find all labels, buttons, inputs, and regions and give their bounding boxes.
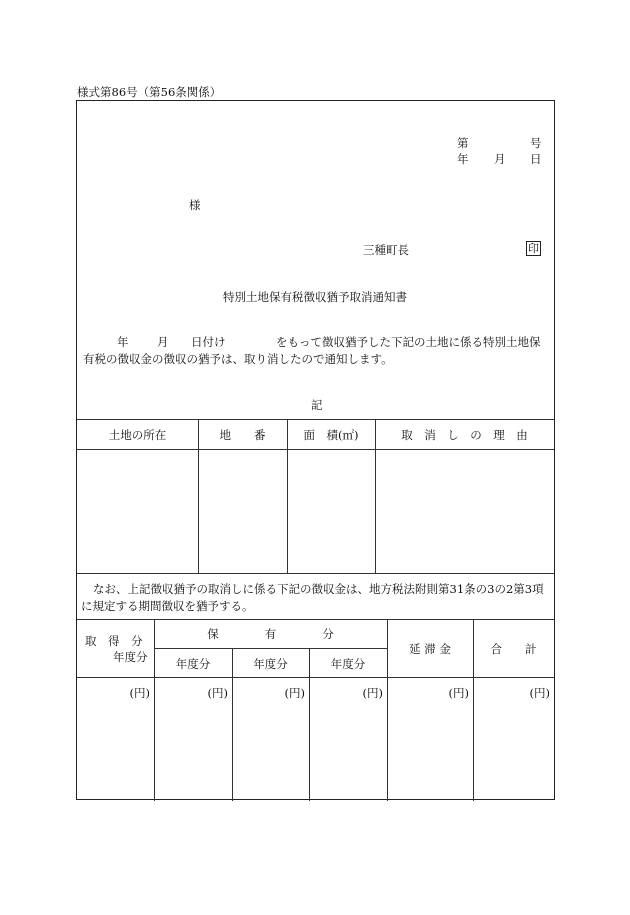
header-lot-number: 地 番 <box>219 428 266 442</box>
header-acquisition: 取 得 分 <box>85 634 143 648</box>
document-title: 特別土地保有税徴収猶予取消通知書 <box>223 290 407 304</box>
yen-unit: (円) <box>207 686 228 700</box>
header-total: 合 計 <box>490 642 537 656</box>
doc-number-prefix: 第 <box>457 136 469 150</box>
yen-unit: (円) <box>529 686 550 700</box>
header-holding-year-1: 年度分 <box>175 657 211 671</box>
notice-form <box>76 100 555 800</box>
form-number-label: 様式第86号（第56条関係） <box>77 85 222 99</box>
table2-header-border <box>77 677 554 678</box>
table1-bottom-border <box>77 573 554 574</box>
body-line1: をもって徴収猶予した下記の土地に係る特別土地保 <box>276 335 541 349</box>
date-year: 年 <box>457 152 469 166</box>
header-holding-year-3: 年度分 <box>330 657 366 671</box>
date-month: 月 <box>494 152 506 166</box>
ki-label: 記 <box>311 398 323 412</box>
table1-top-border <box>77 419 554 420</box>
yen-unit: (円) <box>284 686 305 700</box>
header-holding-year-2: 年度分 <box>253 657 288 671</box>
yen-unit: (円) <box>129 686 150 700</box>
table2-top-border <box>77 619 554 620</box>
note-line2: に規定する期間徴収を猶予する。 <box>81 599 254 613</box>
header-acquisition-year: 年度分 <box>113 650 148 664</box>
body-date-label: 日付け <box>191 335 226 349</box>
addressee-suffix: 様 <box>189 198 201 212</box>
date-day: 日 <box>530 152 542 166</box>
body-month: 月 <box>157 335 169 349</box>
table1-header-border <box>77 449 554 450</box>
body-line2: 有税の徴収金の徴収の猶予は、取り消したので通知します。 <box>83 352 393 366</box>
header-holding: 保 有 分 <box>207 627 334 641</box>
yen-unit: (円) <box>362 686 383 700</box>
table2-sub-border <box>154 648 387 649</box>
yen-unit: (円) <box>448 686 469 700</box>
doc-number-suffix: 号 <box>530 136 542 150</box>
table2-col-divider <box>154 619 155 801</box>
header-cancellation-reason: 取 消 し の 理 由 <box>401 428 528 442</box>
seal-mark: 印 <box>528 242 539 255</box>
body-year: 年 <box>117 335 129 349</box>
header-late-charge: 延 滞 金 <box>409 642 451 656</box>
note-line1: なお、上記徴収猶予の取消しに係る下記の徴収金は、地方税法附則第31条の3の2第3項 <box>93 582 544 596</box>
header-land-location: 土地の所在 <box>108 428 167 442</box>
issuer-name: 三種町長 <box>363 243 409 257</box>
header-area: 面 積(㎡) <box>303 428 359 442</box>
